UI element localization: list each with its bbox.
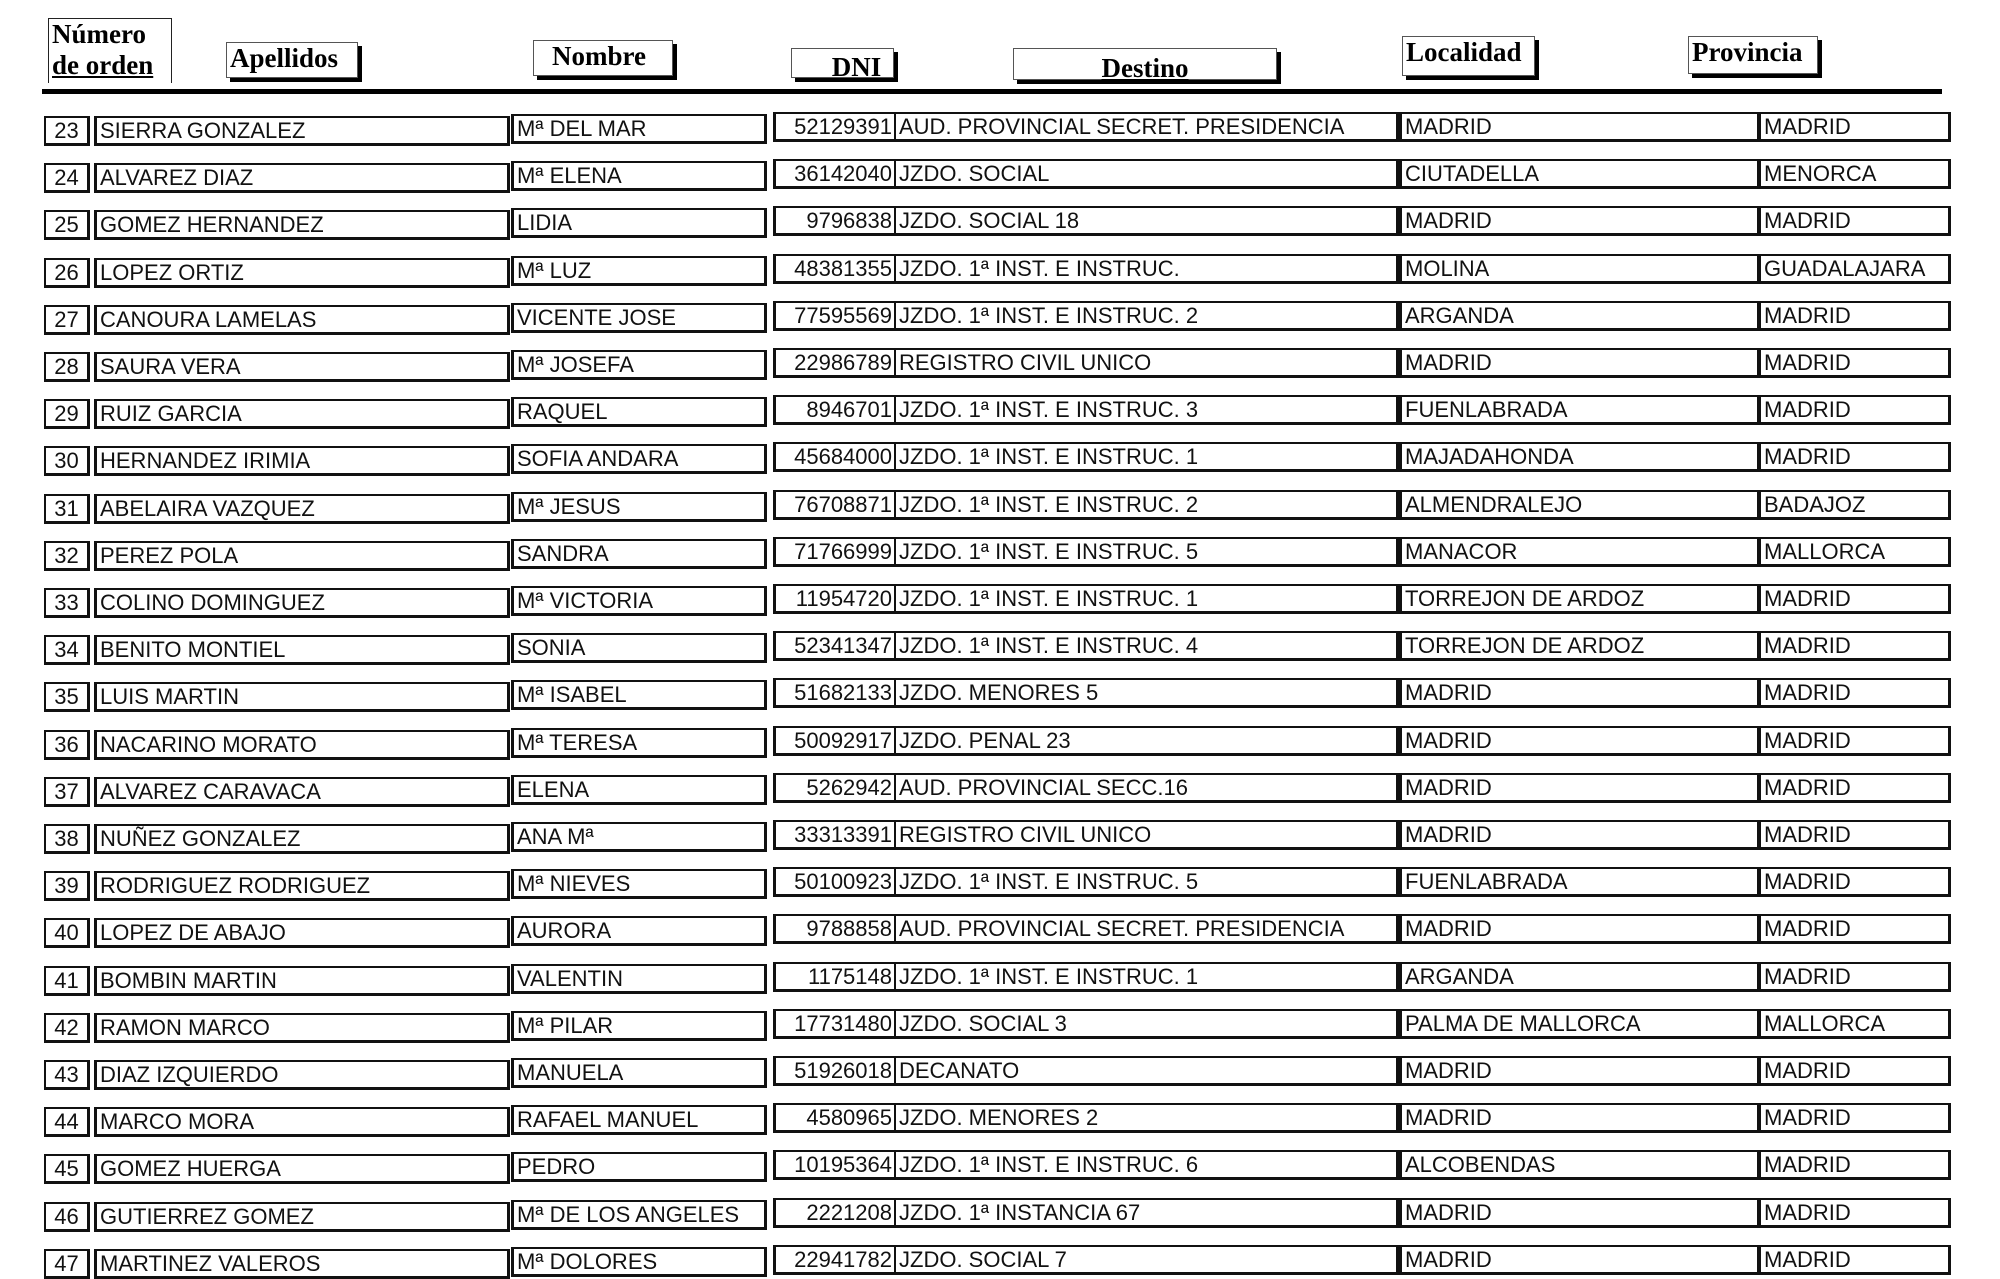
table-row xyxy=(0,1007,2000,1043)
row-numero-de-orden: 32 xyxy=(44,541,90,571)
row-provincia: MADRID xyxy=(1759,1056,1951,1086)
row-localidad: MADRID xyxy=(1399,820,1759,850)
row-nombre: Mª JOSEFA xyxy=(511,350,767,380)
row-numero-de-orden: 37 xyxy=(44,777,90,807)
table-row xyxy=(0,157,2000,193)
table-row xyxy=(0,629,2000,665)
header-nombre: Nombre xyxy=(533,40,673,76)
row-dni: 10195364 xyxy=(773,1150,894,1180)
row-nombre: SONIA xyxy=(511,633,767,663)
row-provincia: MADRID xyxy=(1759,726,1951,756)
header-divider xyxy=(42,89,1942,94)
table-row xyxy=(0,488,2000,524)
row-provincia: MADRID xyxy=(1759,348,1951,378)
row-destino: JZDO. SOCIAL 7 xyxy=(894,1245,1399,1275)
row-provincia: MADRID xyxy=(1759,631,1951,661)
row-numero-de-orden: 33 xyxy=(44,588,90,618)
row-dni: 1175148 xyxy=(773,962,894,992)
row-nombre: VICENTE JOSE xyxy=(511,303,767,333)
row-apellidos: BOMBIN MARTIN xyxy=(94,966,510,996)
row-localidad: MADRID xyxy=(1399,726,1759,756)
header-dni: DNI xyxy=(791,48,894,78)
row-nombre: Mª ISABEL xyxy=(511,680,767,710)
row-destino: JZDO. 1ª INST. E INSTRUC. 1 xyxy=(894,962,1399,992)
row-dni: 52341347 xyxy=(773,631,894,661)
row-numero-de-orden: 43 xyxy=(44,1060,90,1090)
table-row xyxy=(0,299,2000,335)
row-provincia: MENORCA xyxy=(1759,159,1951,189)
row-destino: JZDO. 1ª INST. E INSTRUC. 5 xyxy=(894,537,1399,567)
row-apellidos: CANOURA LAMELAS xyxy=(94,305,510,335)
table-row xyxy=(0,1148,2000,1184)
row-localidad: MADRID xyxy=(1399,348,1759,378)
row-nombre: Mª DOLORES xyxy=(511,1247,767,1277)
table-row xyxy=(0,912,2000,948)
row-dni: 5262942 xyxy=(773,773,894,803)
row-apellidos: RAMON MARCO xyxy=(94,1013,510,1043)
row-localidad: MANACOR xyxy=(1399,537,1759,567)
row-provincia: MADRID xyxy=(1759,1150,1951,1180)
row-dni: 22986789 xyxy=(773,348,894,378)
row-apellidos: PEREZ POLA xyxy=(94,541,510,571)
table-row xyxy=(0,582,2000,618)
row-localidad: MOLINA xyxy=(1399,254,1759,284)
row-dni: 76708871 xyxy=(773,490,894,520)
row-numero-de-orden: 27 xyxy=(44,305,90,335)
row-provincia: MALLORCA xyxy=(1759,1009,1951,1039)
row-dni: 51926018 xyxy=(773,1056,894,1086)
table-row xyxy=(0,818,2000,854)
header-numero-de-orden xyxy=(48,18,172,83)
row-apellidos: GOMEZ HERNANDEZ xyxy=(94,210,510,240)
row-numero-de-orden: 40 xyxy=(44,918,90,948)
row-provincia: MADRID xyxy=(1759,395,1951,425)
row-dni: 50092917 xyxy=(773,726,894,756)
table-row xyxy=(0,204,2000,240)
row-numero-de-orden: 47 xyxy=(44,1249,90,1279)
table-row xyxy=(0,960,2000,996)
row-dni: 11954720 xyxy=(773,584,894,614)
row-destino: JZDO. 1ª INST. E INSTRUC. 3 xyxy=(894,395,1399,425)
row-numero-de-orden: 24 xyxy=(44,163,90,193)
header-numero-line1: Número xyxy=(52,19,146,49)
row-apellidos: MARTINEZ VALEROS xyxy=(94,1249,510,1279)
table-row xyxy=(0,1054,2000,1090)
row-destino: JZDO. SOCIAL 3 xyxy=(894,1009,1399,1039)
row-destino: DECANATO xyxy=(894,1056,1399,1086)
row-provincia: MADRID xyxy=(1759,820,1951,850)
header-destino: Destino xyxy=(1013,48,1277,80)
row-nombre: Mª JESUS xyxy=(511,492,767,522)
row-numero-de-orden: 30 xyxy=(44,446,90,476)
row-dni: 77595569 xyxy=(773,301,894,331)
row-apellidos: LOPEZ DE ABAJO xyxy=(94,918,510,948)
row-localidad: MADRID xyxy=(1399,1245,1759,1275)
row-nombre: RAFAEL MANUEL xyxy=(511,1105,767,1135)
row-nombre: RAQUEL xyxy=(511,397,767,427)
table-row xyxy=(0,1101,2000,1137)
row-nombre: Mª TERESA xyxy=(511,728,767,758)
row-apellidos: SIERRA GONZALEZ xyxy=(94,116,510,146)
table-row xyxy=(0,393,2000,429)
row-nombre: Mª ELENA xyxy=(511,161,767,191)
row-provincia: MADRID xyxy=(1759,678,1951,708)
row-provincia: MADRID xyxy=(1759,1103,1951,1133)
row-localidad: ARGANDA xyxy=(1399,962,1759,992)
row-dni: 71766999 xyxy=(773,537,894,567)
row-localidad: MADRID xyxy=(1399,678,1759,708)
row-destino: JZDO. 1ª INST. E INSTRUC. 4 xyxy=(894,631,1399,661)
row-nombre: Mª LUZ xyxy=(511,256,767,286)
row-nombre: SANDRA xyxy=(511,539,767,569)
row-apellidos: ALVAREZ CARAVACA xyxy=(94,777,510,807)
row-apellidos: HERNANDEZ IRIMIA xyxy=(94,446,510,476)
row-localidad: TORREJON DE ARDOZ xyxy=(1399,584,1759,614)
row-provincia: MADRID xyxy=(1759,914,1951,944)
row-dni: 2221208 xyxy=(773,1198,894,1228)
row-numero-de-orden: 41 xyxy=(44,966,90,996)
row-nombre: MANUELA xyxy=(511,1058,767,1088)
row-localidad: MAJADAHONDA xyxy=(1399,442,1759,472)
row-provincia: MADRID xyxy=(1759,584,1951,614)
row-localidad: ALCOBENDAS xyxy=(1399,1150,1759,1180)
row-destino: JZDO. 1ª INST. E INSTRUC. 5 xyxy=(894,867,1399,897)
row-dni: 8946701 xyxy=(773,395,894,425)
row-dni: 4580965 xyxy=(773,1103,894,1133)
row-numero-de-orden: 35 xyxy=(44,682,90,712)
row-numero-de-orden: 25 xyxy=(44,210,90,240)
table-row xyxy=(0,252,2000,288)
row-apellidos: COLINO DOMINGUEZ xyxy=(94,588,510,618)
row-numero-de-orden: 44 xyxy=(44,1107,90,1137)
row-destino: JZDO. 1ª INST. E INSTRUC. 2 xyxy=(894,301,1399,331)
row-numero-de-orden: 23 xyxy=(44,116,90,146)
table-row xyxy=(0,535,2000,571)
row-nombre: SOFIA ANDARA xyxy=(511,444,767,474)
row-localidad: ARGANDA xyxy=(1399,301,1759,331)
row-localidad: PALMA DE MALLORCA xyxy=(1399,1009,1759,1039)
row-numero-de-orden: 29 xyxy=(44,399,90,429)
row-dni: 17731480 xyxy=(773,1009,894,1039)
row-provincia: BADAJOZ xyxy=(1759,490,1951,520)
table-row xyxy=(0,771,2000,807)
row-destino: AUD. PROVINCIAL SECRET. PRESIDENCIA xyxy=(894,914,1399,944)
row-dni: 22941782 xyxy=(773,1245,894,1275)
row-nombre: AURORA xyxy=(511,916,767,946)
row-localidad: ALMENDRALEJO xyxy=(1399,490,1759,520)
table-row xyxy=(0,110,2000,146)
header-provincia: Provincia xyxy=(1688,36,1818,74)
table-row xyxy=(0,1196,2000,1232)
row-provincia: MADRID xyxy=(1759,206,1951,236)
row-numero-de-orden: 45 xyxy=(44,1154,90,1184)
row-nombre: Mª NIEVES xyxy=(511,869,767,899)
row-provincia: MADRID xyxy=(1759,301,1951,331)
row-provincia: MADRID xyxy=(1759,867,1951,897)
row-nombre: LIDIA xyxy=(511,208,767,238)
row-numero-de-orden: 26 xyxy=(44,258,90,288)
header-numero-line2: de orden xyxy=(52,50,154,80)
row-dni: 45684000 xyxy=(773,442,894,472)
row-apellidos: ABELAIRA VAZQUEZ xyxy=(94,494,510,524)
row-nombre: ANA Mª xyxy=(511,822,767,852)
table-row xyxy=(0,676,2000,712)
row-apellidos: NUÑEZ GONZALEZ xyxy=(94,824,510,854)
row-destino: JZDO. 1ª INST. E INSTRUC. xyxy=(894,254,1399,284)
row-destino: JZDO. PENAL 23 xyxy=(894,726,1399,756)
row-numero-de-orden: 39 xyxy=(44,871,90,901)
row-nombre: Mª DEL MAR xyxy=(511,114,767,144)
row-localidad: MADRID xyxy=(1399,1103,1759,1133)
row-numero-de-orden: 42 xyxy=(44,1013,90,1043)
header-apellidos: Apellidos xyxy=(226,42,358,78)
row-localidad: MADRID xyxy=(1399,206,1759,236)
row-localidad: MADRID xyxy=(1399,112,1759,142)
row-apellidos: SAURA VERA xyxy=(94,352,510,382)
row-provincia: MADRID xyxy=(1759,442,1951,472)
row-apellidos: NACARINO MORATO xyxy=(94,730,510,760)
row-dni: 51682133 xyxy=(773,678,894,708)
row-apellidos: LUIS MARTIN xyxy=(94,682,510,712)
table-row xyxy=(0,865,2000,901)
row-numero-de-orden: 36 xyxy=(44,730,90,760)
row-apellidos: LOPEZ ORTIZ xyxy=(94,258,510,288)
row-destino: REGISTRO CIVIL UNICO xyxy=(894,348,1399,378)
table-row xyxy=(0,1243,2000,1279)
row-nombre: PEDRO xyxy=(511,1152,767,1182)
row-localidad: FUENLABRADA xyxy=(1399,867,1759,897)
row-apellidos: GUTIERREZ GOMEZ xyxy=(94,1202,510,1232)
row-destino: JZDO. 1ª INST. E INSTRUC. 6 xyxy=(894,1150,1399,1180)
row-numero-de-orden: 31 xyxy=(44,494,90,524)
row-nombre: Mª PILAR xyxy=(511,1011,767,1041)
row-provincia: GUADALAJARA xyxy=(1759,254,1951,284)
row-nombre: Mª VICTORIA xyxy=(511,586,767,616)
row-destino: JZDO. SOCIAL xyxy=(894,159,1399,189)
row-destino: JZDO. 1ª INST. E INSTRUC. 1 xyxy=(894,442,1399,472)
header-localidad: Localidad xyxy=(1402,36,1535,76)
row-localidad: TORREJON DE ARDOZ xyxy=(1399,631,1759,661)
table-row xyxy=(0,440,2000,476)
row-destino: JZDO. MENORES 2 xyxy=(894,1103,1399,1133)
row-destino: JZDO. SOCIAL 18 xyxy=(894,206,1399,236)
row-provincia: MADRID xyxy=(1759,1245,1951,1275)
row-dni: 36142040 xyxy=(773,159,894,189)
row-apellidos: MARCO MORA xyxy=(94,1107,510,1137)
row-destino: JZDO. 1ª INST. E INSTRUC. 2 xyxy=(894,490,1399,520)
table-row xyxy=(0,346,2000,382)
row-provincia: MADRID xyxy=(1759,962,1951,992)
row-localidad: MADRID xyxy=(1399,1056,1759,1086)
row-dni: 50100923 xyxy=(773,867,894,897)
row-destino: JZDO. 1ª INST. E INSTRUC. 1 xyxy=(894,584,1399,614)
row-numero-de-orden: 28 xyxy=(44,352,90,382)
row-dni: 48381355 xyxy=(773,254,894,284)
row-provincia: MADRID xyxy=(1759,1198,1951,1228)
row-numero-de-orden: 46 xyxy=(44,1202,90,1232)
row-apellidos: RUIZ GARCIA xyxy=(94,399,510,429)
row-apellidos: RODRIGUEZ RODRIGUEZ xyxy=(94,871,510,901)
row-dni: 9796838 xyxy=(773,206,894,236)
row-numero-de-orden: 38 xyxy=(44,824,90,854)
row-localidad: CIUTADELLA xyxy=(1399,159,1759,189)
row-dni: 9788858 xyxy=(773,914,894,944)
row-localidad: MADRID xyxy=(1399,914,1759,944)
row-nombre: ELENA xyxy=(511,775,767,805)
row-destino: JZDO. 1ª INSTANCIA 67 xyxy=(894,1198,1399,1228)
row-apellidos: ALVAREZ DIAZ xyxy=(94,163,510,193)
row-provincia: MADRID xyxy=(1759,773,1951,803)
row-apellidos: DIAZ IZQUIERDO xyxy=(94,1060,510,1090)
row-destino: JZDO. MENORES 5 xyxy=(894,678,1399,708)
row-destino: AUD. PROVINCIAL SECRET. PRESIDENCIA xyxy=(894,112,1399,142)
row-dni: 33313391 xyxy=(773,820,894,850)
row-localidad: MADRID xyxy=(1399,1198,1759,1228)
row-numero-de-orden: 34 xyxy=(44,635,90,665)
row-destino: AUD. PROVINCIAL SECC.16 xyxy=(894,773,1399,803)
row-localidad: MADRID xyxy=(1399,773,1759,803)
row-provincia: MADRID xyxy=(1759,112,1951,142)
row-dni: 52129391 xyxy=(773,112,894,142)
row-apellidos: BENITO MONTIEL xyxy=(94,635,510,665)
table-row xyxy=(0,724,2000,760)
row-nombre: VALENTIN xyxy=(511,964,767,994)
row-provincia: MALLORCA xyxy=(1759,537,1951,567)
row-nombre: Mª DE LOS ANGELES xyxy=(511,1200,767,1230)
row-localidad: FUENLABRADA xyxy=(1399,395,1759,425)
row-destino: REGISTRO CIVIL UNICO xyxy=(894,820,1399,850)
row-apellidos: GOMEZ HUERGA xyxy=(94,1154,510,1184)
